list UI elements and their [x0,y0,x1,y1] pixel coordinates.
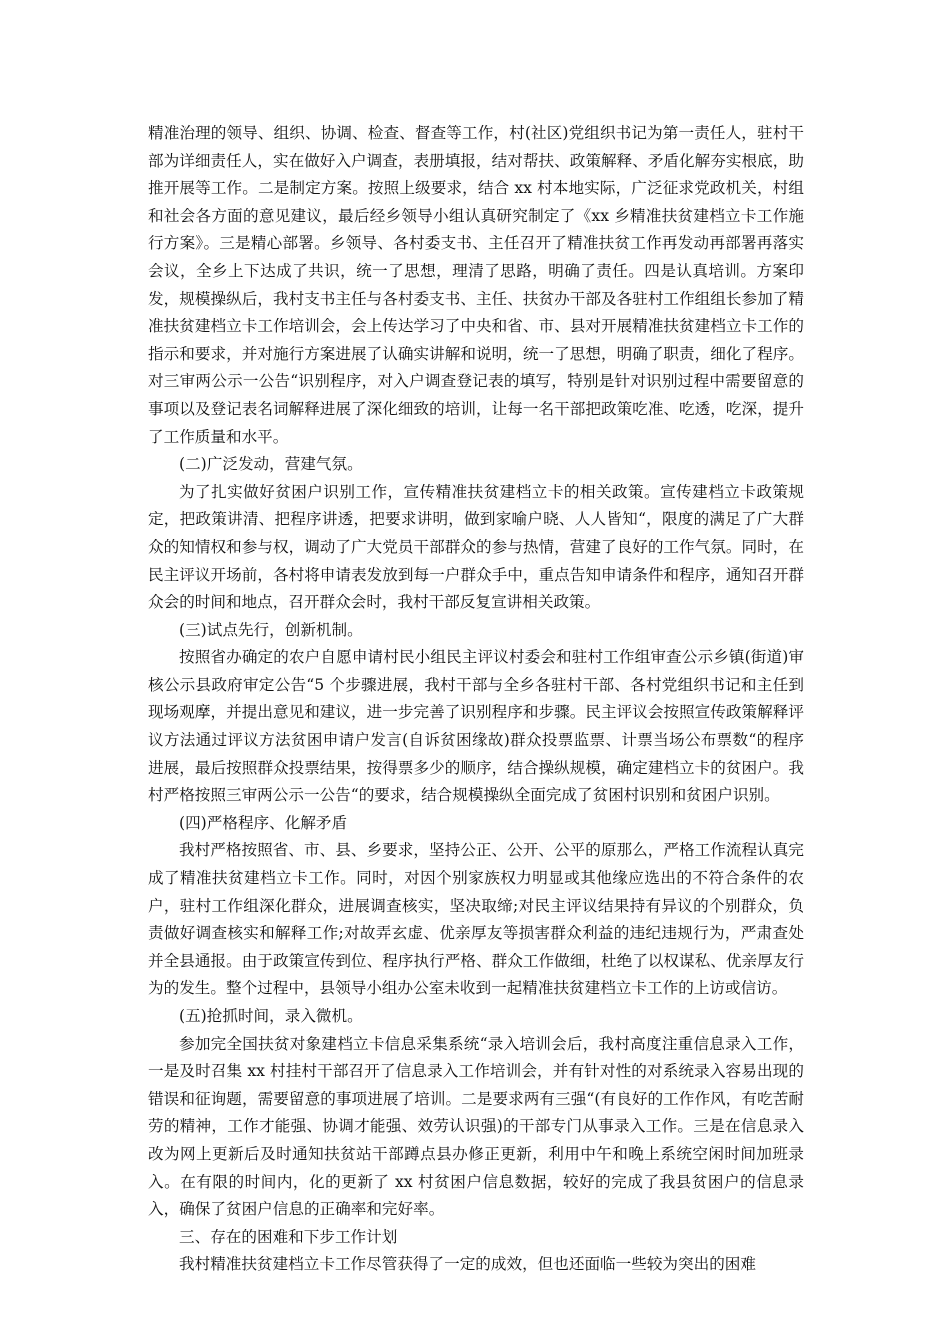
paragraph-procedure: 我村严格按照省、市、县、乡要求，坚持公正、公开、公平的原那么，严格工作流程认真完成了精准扶贫建档立卡工作。同时，对因个别家族权力明显或其他缘应选出的不符合条件的农户，驻村工作组深化群众，进展调查核实，坚决取缔;对民主评议结果持有异议的个别群众，负责做好调查核实和解释工作;对故弄玄虚、优亲厚友等损害群众利益的违纪违规行为，严肃查处并全县通报。由于政策宣传到位、程序执行严格、群众工作做细，杜绝了以权谋私、优亲厚友行为的发生。整个过程中，县领导小组办公室未收到一起精准扶贫建档立卡工作的上访或信访。 [148,841,804,998]
paragraph-training: 精准治理的领导、组织、协调、检查、督查等工作，村(社区)党组织书记为第一责任人，驻村干部为详细责任人，实在做好入户调查，表册填报，结对帮扶、政策解释、矛盾化解夯实根底，助推开展等工作。二是制定方案。按照上级要求，结合 xx 村本地实际，广泛征求党政机关，村组和社会各方面的意见建议，最后经乡领导小组认真研究制定了《xx 乡精准扶贫建档立卡工作施行方案》。三是精心部署。乡领导、各村委支书、主任召开了精准扶贫工作再发动再部署再落实会议，全乡上下达成了共识，统一了思想，理清了思路，明确了责任。四是认真培训。方案印发，规模操纵后，我村支书主任与各村委支书、主任、扶贫办干部及各驻村工作组组长参加了精准扶贫建档立卡工作培训会，会上传达学习了中央和省、市、县对开展精准扶贫建档立卡工作的指示和要求，并对施行方案进展了认确实讲解和说明，统一了思想，明确了职责，细化了程序。对三审两公示一公告“识别程序，对入户调查登记表的填写，特别是针对识别过程中需要留意的事项以及登记表名词解释进展了深化细致的培训，让每一名干部把政策吃准、吃透，吃深，提升了工作质量和水平。 [148,124,804,446]
paragraph-pilot: 按照省办确定的农户自愿申请村民小组民主评议村委会和驻村工作组审查公示乡镇(街道)审核公示县政府审定公告“5 个步骤进展，我村干部与全乡各驻村干部、各村党组织书记和主任到现场观摩，并提出意见和建议，进一步完善了识别程序和步骤。民主评议会按照宣传政策解释评议方法通过评议方法贫困申请户发言(自诉贫困缘故)群众投票监票、计票当场公布票数“的程序进展，最后按照群众投票结果，按得票多少的顺序，结合操纵规模，确定建档立卡的贫困户。我村严格按照三审两公示一公告“的要求，结合规模操纵全面完成了贫困村识别和贫困户识别。 [148,648,804,805]
paragraph-data-entry: 参加完全国扶贫对象建档立卡信息采集系统“录入培训会后，我村高度注重信息录入工作，一是及时召集 xx 村挂村干部召开了信息录入工作培训会，并有针对性的对系统录入容易出现的错误和征询题，需要留意的事项进展了培训。二是要求两有三强“(有良好的工作作风，有吃苦耐劳的精神，工作才能强、协调才能强、效劳认识强)的干部专门从事录入工作。三是在信息录入改为网上更新后及时通知扶贫站干部蹲点县办修正更新，利用中午和晚上系统空闲时间加班录入。在有限的时间内，化的更新了 xx 村贫困户信息数据，较好的完成了我县贫困户的信息录入，确保了贫困户信息的正确率和完好率。 [148,1034,804,1219]
document-page [148,120,804,1279]
paragraph-difficulties: 我村精准扶贫建档立卡工作尽管获得了一定的成效，但也还面临一些较为突出的困难 [179,1255,756,1274]
section-heading-mobilization: (二)广泛发动，营建气氛。 [179,455,363,474]
section-heading-data-entry: (五)抢抓时间，录入微机。 [179,1007,363,1025]
section-heading-procedure: (四)严格程序、化解矛盾 [179,813,348,832]
paragraph-mobilization: 为了扎实做好贫困户识别工作，宣传精准扶贫建档立卡的相关政策。宣传建档立卡政策规定，把政策讲清、把程序讲透，把要求讲明，做到家喻户晓、人人皆知“，限度的满足了广大群众的知情权和参与权，调动了广大党员干部群众的参与热情，营建了良好的工作气氛。同时，在民主评议开场前，各村将申请表发放到每一户群众手中，重点告知申请条件和程序，通知召开群众会的时间和地点，召开群众会时，我村干部反复宣讲相关政策。 [148,482,804,612]
section-heading-difficulties: 三、存在的困难和下步工作计划 [179,1227,398,1246]
section-heading-pilot: (三)试点先行，创新机制。 [179,620,363,639]
